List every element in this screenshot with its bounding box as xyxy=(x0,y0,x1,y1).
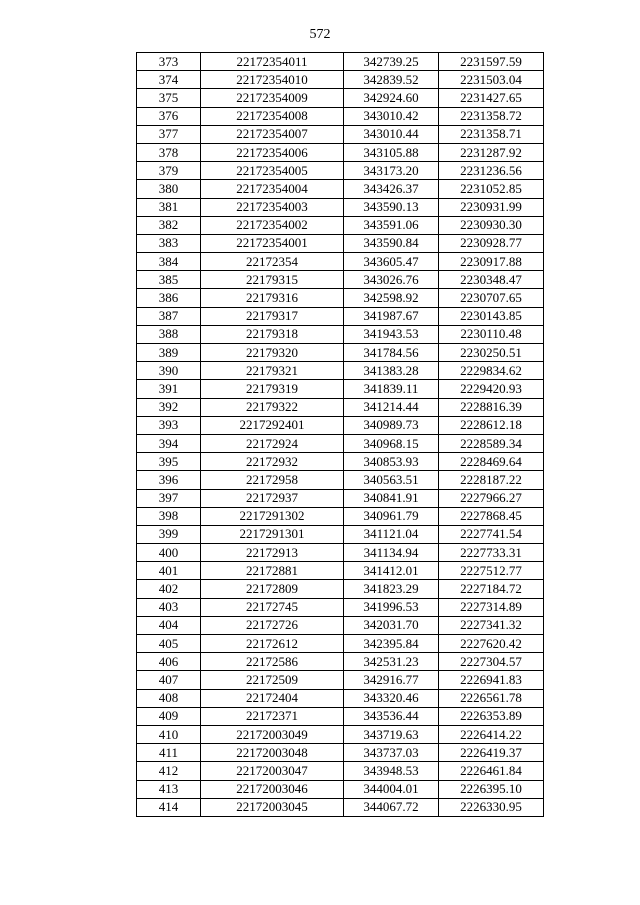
row-index-cell: 404 xyxy=(137,616,201,634)
row-index-cell: 382 xyxy=(137,216,201,234)
row-index-cell: 406 xyxy=(137,653,201,671)
table-row xyxy=(137,635,544,653)
x-coordinate-cell: 343590.13 xyxy=(344,198,439,216)
y-coordinate-cell: 2231358.71 xyxy=(439,125,544,143)
x-coordinate-cell: 342739.25 xyxy=(344,53,439,71)
y-coordinate-cell: 2227741.54 xyxy=(439,525,544,543)
page-number: 572 xyxy=(309,27,331,42)
point-id-cell: 22172913 xyxy=(201,544,344,562)
x-coordinate-cell: 340989.73 xyxy=(344,416,439,434)
table-row xyxy=(137,598,544,616)
point-id-cell: 22172881 xyxy=(201,562,344,580)
x-coordinate-cell: 343010.42 xyxy=(344,107,439,125)
y-coordinate-cell: 2230931.99 xyxy=(439,198,544,216)
table-row xyxy=(137,689,544,707)
point-id-cell: 22172354010 xyxy=(201,71,344,89)
y-coordinate-cell: 2230143.85 xyxy=(439,307,544,325)
row-index-cell: 390 xyxy=(137,362,201,380)
x-coordinate-cell: 342395.84 xyxy=(344,635,439,653)
point-id-cell: 22172726 xyxy=(201,616,344,634)
x-coordinate-cell: 343536.44 xyxy=(344,707,439,725)
point-id-cell: 22179319 xyxy=(201,380,344,398)
table-row xyxy=(137,525,544,543)
row-index-cell: 392 xyxy=(137,398,201,416)
point-id-cell: 22172354008 xyxy=(201,107,344,125)
row-index-cell: 411 xyxy=(137,744,201,762)
point-id-cell: 22172003048 xyxy=(201,744,344,762)
x-coordinate-cell: 342031.70 xyxy=(344,616,439,634)
x-coordinate-cell: 341839.11 xyxy=(344,380,439,398)
y-coordinate-cell: 2228589.34 xyxy=(439,434,544,452)
x-coordinate-cell: 342531.23 xyxy=(344,653,439,671)
y-coordinate-cell: 2226353.89 xyxy=(439,707,544,725)
point-id-cell: 2217292401 xyxy=(201,416,344,434)
point-id-cell: 22172354002 xyxy=(201,216,344,234)
table-row xyxy=(137,434,544,452)
point-id-cell: 22172937 xyxy=(201,489,344,507)
x-coordinate-cell: 343591.06 xyxy=(344,216,439,234)
table-row xyxy=(137,744,544,762)
table-row xyxy=(137,707,544,725)
y-coordinate-cell: 2227341.32 xyxy=(439,616,544,634)
point-id-cell: 22179318 xyxy=(201,325,344,343)
point-id-cell: 22172509 xyxy=(201,671,344,689)
point-id-cell: 22179321 xyxy=(201,362,344,380)
y-coordinate-cell: 2226330.95 xyxy=(439,798,544,816)
x-coordinate-cell: 341134.94 xyxy=(344,544,439,562)
table-body xyxy=(137,53,544,817)
table-row xyxy=(137,325,544,343)
point-id-cell: 22172354003 xyxy=(201,198,344,216)
y-coordinate-cell: 2229834.62 xyxy=(439,362,544,380)
table-row xyxy=(137,271,544,289)
point-id-cell: 22179320 xyxy=(201,344,344,362)
point-id-cell: 22172354006 xyxy=(201,143,344,161)
y-coordinate-cell: 2231052.85 xyxy=(439,180,544,198)
row-index-cell: 385 xyxy=(137,271,201,289)
row-index-cell: 384 xyxy=(137,253,201,271)
x-coordinate-cell: 340968.15 xyxy=(344,434,439,452)
coordinate-table xyxy=(136,52,544,817)
row-index-cell: 395 xyxy=(137,453,201,471)
table-row xyxy=(137,725,544,743)
point-id-cell: 22179317 xyxy=(201,307,344,325)
table-row xyxy=(137,780,544,798)
x-coordinate-cell: 340853.93 xyxy=(344,453,439,471)
point-id-cell: 22179315 xyxy=(201,271,344,289)
row-index-cell: 374 xyxy=(137,71,201,89)
table-row xyxy=(137,507,544,525)
table-row xyxy=(137,653,544,671)
table-row xyxy=(137,362,544,380)
x-coordinate-cell: 340841.91 xyxy=(344,489,439,507)
row-index-cell: 379 xyxy=(137,162,201,180)
table-row xyxy=(137,162,544,180)
x-coordinate-cell: 342839.52 xyxy=(344,71,439,89)
x-coordinate-cell: 341987.67 xyxy=(344,307,439,325)
row-index-cell: 401 xyxy=(137,562,201,580)
table-row xyxy=(137,616,544,634)
table-row xyxy=(137,89,544,107)
point-id-cell: 22172924 xyxy=(201,434,344,452)
x-coordinate-cell: 343719.63 xyxy=(344,725,439,743)
point-id-cell: 22179316 xyxy=(201,289,344,307)
y-coordinate-cell: 2227733.31 xyxy=(439,544,544,562)
row-index-cell: 375 xyxy=(137,89,201,107)
row-index-cell: 408 xyxy=(137,689,201,707)
point-id-cell: 22172354001 xyxy=(201,234,344,252)
y-coordinate-cell: 2226941.83 xyxy=(439,671,544,689)
x-coordinate-cell: 340961.79 xyxy=(344,507,439,525)
table-row xyxy=(137,671,544,689)
x-coordinate-cell: 343105.88 xyxy=(344,143,439,161)
y-coordinate-cell: 2228612.18 xyxy=(439,416,544,434)
row-index-cell: 377 xyxy=(137,125,201,143)
row-index-cell: 394 xyxy=(137,434,201,452)
table-row xyxy=(137,253,544,271)
x-coordinate-cell: 343590.84 xyxy=(344,234,439,252)
y-coordinate-cell: 2230917.88 xyxy=(439,253,544,271)
point-id-cell: 22172404 xyxy=(201,689,344,707)
point-id-cell: 22179322 xyxy=(201,398,344,416)
row-index-cell: 373 xyxy=(137,53,201,71)
row-index-cell: 388 xyxy=(137,325,201,343)
row-index-cell: 407 xyxy=(137,671,201,689)
y-coordinate-cell: 2227620.42 xyxy=(439,635,544,653)
y-coordinate-cell: 2228469.64 xyxy=(439,453,544,471)
point-id-cell: 22172354007 xyxy=(201,125,344,143)
point-id-cell: 22172003049 xyxy=(201,725,344,743)
table-row xyxy=(137,71,544,89)
row-index-cell: 393 xyxy=(137,416,201,434)
row-index-cell: 397 xyxy=(137,489,201,507)
x-coordinate-cell: 342924.60 xyxy=(344,89,439,107)
y-coordinate-cell: 2230250.51 xyxy=(439,344,544,362)
row-index-cell: 400 xyxy=(137,544,201,562)
y-coordinate-cell: 2231236.56 xyxy=(439,162,544,180)
x-coordinate-cell: 343320.46 xyxy=(344,689,439,707)
y-coordinate-cell: 2227868.45 xyxy=(439,507,544,525)
row-index-cell: 386 xyxy=(137,289,201,307)
point-id-cell: 22172612 xyxy=(201,635,344,653)
table-row xyxy=(137,562,544,580)
x-coordinate-cell: 343010.44 xyxy=(344,125,439,143)
table-row xyxy=(137,453,544,471)
row-index-cell: 389 xyxy=(137,344,201,362)
point-id-cell: 22172745 xyxy=(201,598,344,616)
table-row xyxy=(137,344,544,362)
point-id-cell: 22172354009 xyxy=(201,89,344,107)
y-coordinate-cell: 2230348.47 xyxy=(439,271,544,289)
table-row xyxy=(137,143,544,161)
table-row xyxy=(137,216,544,234)
row-index-cell: 413 xyxy=(137,780,201,798)
table-row xyxy=(137,580,544,598)
y-coordinate-cell: 2226419.37 xyxy=(439,744,544,762)
table-row xyxy=(137,198,544,216)
y-coordinate-cell: 2226395.10 xyxy=(439,780,544,798)
y-coordinate-cell: 2231287.92 xyxy=(439,143,544,161)
point-id-cell: 2217291301 xyxy=(201,525,344,543)
point-id-cell: 22172809 xyxy=(201,580,344,598)
table-row xyxy=(137,762,544,780)
table-row xyxy=(137,398,544,416)
x-coordinate-cell: 343426.37 xyxy=(344,180,439,198)
y-coordinate-cell: 2230930.30 xyxy=(439,216,544,234)
point-id-cell: 2217291302 xyxy=(201,507,344,525)
row-index-cell: 391 xyxy=(137,380,201,398)
row-index-cell: 412 xyxy=(137,762,201,780)
table-row xyxy=(137,53,544,71)
row-index-cell: 396 xyxy=(137,471,201,489)
y-coordinate-cell: 2227314.89 xyxy=(439,598,544,616)
point-id-cell: 22172354011 xyxy=(201,53,344,71)
point-id-cell: 22172354 xyxy=(201,253,344,271)
point-id-cell: 22172371 xyxy=(201,707,344,725)
x-coordinate-cell: 341823.29 xyxy=(344,580,439,598)
row-index-cell: 383 xyxy=(137,234,201,252)
x-coordinate-cell: 343605.47 xyxy=(344,253,439,271)
point-id-cell: 22172586 xyxy=(201,653,344,671)
y-coordinate-cell: 2229420.93 xyxy=(439,380,544,398)
row-index-cell: 402 xyxy=(137,580,201,598)
row-index-cell: 398 xyxy=(137,507,201,525)
x-coordinate-cell: 341943.53 xyxy=(344,325,439,343)
x-coordinate-cell: 341214.44 xyxy=(344,398,439,416)
row-index-cell: 399 xyxy=(137,525,201,543)
x-coordinate-cell: 342598.92 xyxy=(344,289,439,307)
table-row xyxy=(137,307,544,325)
y-coordinate-cell: 2228187.22 xyxy=(439,471,544,489)
x-coordinate-cell: 340563.51 xyxy=(344,471,439,489)
row-index-cell: 378 xyxy=(137,143,201,161)
y-coordinate-cell: 2226461.84 xyxy=(439,762,544,780)
table-row xyxy=(137,380,544,398)
x-coordinate-cell: 343026.76 xyxy=(344,271,439,289)
row-index-cell: 403 xyxy=(137,598,201,616)
row-index-cell: 376 xyxy=(137,107,201,125)
y-coordinate-cell: 2230110.48 xyxy=(439,325,544,343)
x-coordinate-cell: 341412.01 xyxy=(344,562,439,580)
row-index-cell: 414 xyxy=(137,798,201,816)
x-coordinate-cell: 342916.77 xyxy=(344,671,439,689)
x-coordinate-cell: 343948.53 xyxy=(344,762,439,780)
x-coordinate-cell: 343737.03 xyxy=(344,744,439,762)
table-row xyxy=(137,234,544,252)
y-coordinate-cell: 2226561.78 xyxy=(439,689,544,707)
point-id-cell: 22172003047 xyxy=(201,762,344,780)
row-index-cell: 387 xyxy=(137,307,201,325)
row-index-cell: 380 xyxy=(137,180,201,198)
table-row xyxy=(137,416,544,434)
point-id-cell: 22172932 xyxy=(201,453,344,471)
x-coordinate-cell: 341121.04 xyxy=(344,525,439,543)
row-index-cell: 410 xyxy=(137,725,201,743)
x-coordinate-cell: 344067.72 xyxy=(344,798,439,816)
x-coordinate-cell: 341996.53 xyxy=(344,598,439,616)
y-coordinate-cell: 2231427.65 xyxy=(439,89,544,107)
point-id-cell: 22172003045 xyxy=(201,798,344,816)
table-row xyxy=(137,125,544,143)
table-row xyxy=(137,489,544,507)
y-coordinate-cell: 2230928.77 xyxy=(439,234,544,252)
y-coordinate-cell: 2231503.04 xyxy=(439,71,544,89)
y-coordinate-cell: 2226414.22 xyxy=(439,725,544,743)
table-row xyxy=(137,471,544,489)
table-row xyxy=(137,107,544,125)
row-index-cell: 409 xyxy=(137,707,201,725)
y-coordinate-cell: 2227512.77 xyxy=(439,562,544,580)
y-coordinate-cell: 2227184.72 xyxy=(439,580,544,598)
point-id-cell: 22172003046 xyxy=(201,780,344,798)
table-row xyxy=(137,544,544,562)
row-index-cell: 381 xyxy=(137,198,201,216)
point-id-cell: 22172354005 xyxy=(201,162,344,180)
x-coordinate-cell: 341784.56 xyxy=(344,344,439,362)
y-coordinate-cell: 2230707.65 xyxy=(439,289,544,307)
row-index-cell: 405 xyxy=(137,635,201,653)
y-coordinate-cell: 2228816.39 xyxy=(439,398,544,416)
point-id-cell: 22172958 xyxy=(201,471,344,489)
y-coordinate-cell: 2231358.72 xyxy=(439,107,544,125)
y-coordinate-cell: 2227966.27 xyxy=(439,489,544,507)
x-coordinate-cell: 344004.01 xyxy=(344,780,439,798)
point-id-cell: 22172354004 xyxy=(201,180,344,198)
y-coordinate-cell: 2231597.59 xyxy=(439,53,544,71)
x-coordinate-cell: 341383.28 xyxy=(344,362,439,380)
y-coordinate-cell: 2227304.57 xyxy=(439,653,544,671)
table-row xyxy=(137,180,544,198)
table-row xyxy=(137,798,544,816)
table-row xyxy=(137,289,544,307)
x-coordinate-cell: 343173.20 xyxy=(344,162,439,180)
